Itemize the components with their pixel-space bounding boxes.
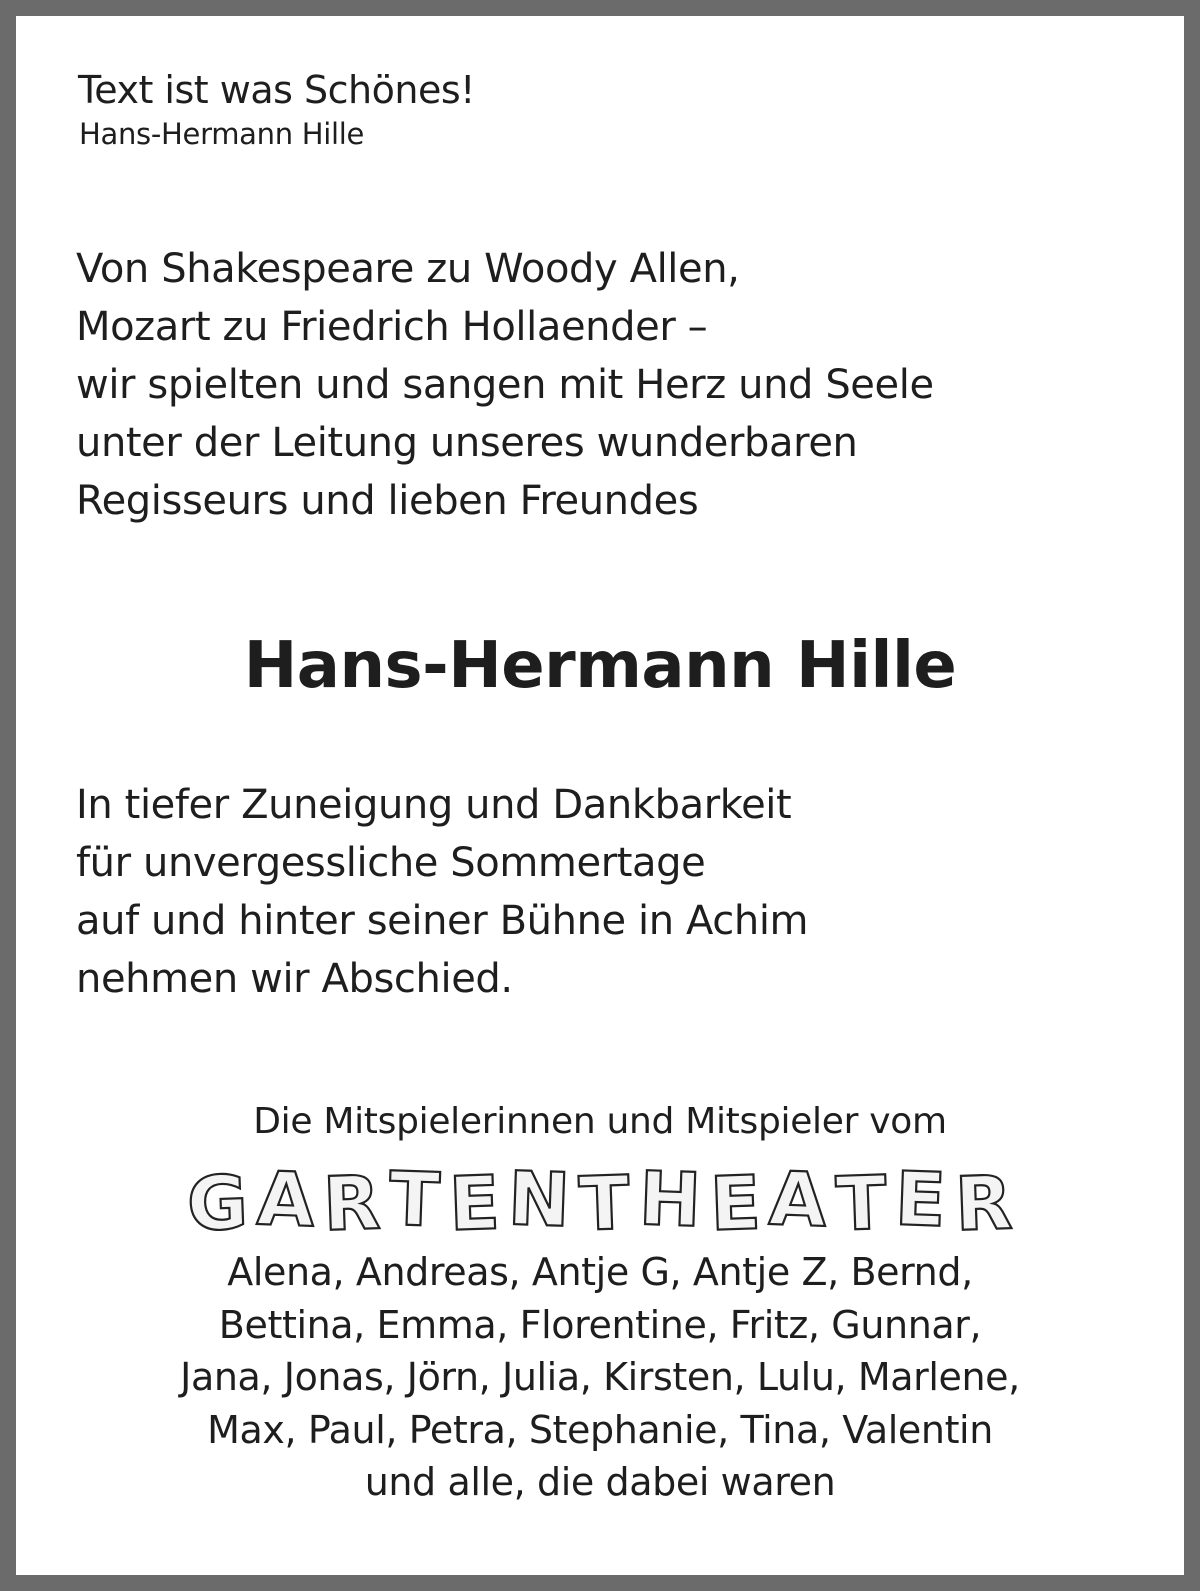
farewell-paragraph — [76, 776, 808, 1008]
intro-line: unter der Leitung unseres wunderbaren — [76, 420, 858, 466]
members-line: und alle, die dabei waren — [364, 1460, 836, 1504]
intro-paragraph — [76, 240, 934, 530]
farewell-line: für unvergessliche Sommertage — [76, 840, 706, 886]
logo-letter: T — [834, 1160, 888, 1248]
intro-line: Regisseurs und lieben Freundes — [76, 478, 699, 524]
logo-letter: R — [321, 1160, 382, 1248]
quote-text: Text ist was Schönes! — [78, 68, 475, 112]
logo-letter: H — [637, 1155, 703, 1245]
quote-author: Hans-Hermann Hille — [79, 117, 365, 151]
logo-letter: T — [387, 1156, 442, 1244]
logo-letter: T — [577, 1160, 632, 1248]
intro-line: Von Shakespeare zu Woody Allen, — [76, 246, 740, 292]
logo-letter: R — [953, 1160, 1014, 1248]
members-line: Max, Paul, Petra, Stephanie, Tina, Valentin — [207, 1407, 993, 1452]
logo-letter: N — [506, 1155, 572, 1245]
gartentheater-logo — [185, 1155, 1014, 1249]
farewell-line: In tiefer Zuneigung und Dankbarkeit — [76, 782, 792, 828]
logo-letter: E — [447, 1160, 501, 1248]
members-line: Jana, Jonas, Jörn, Julia, Kirsten, Lulu, Marlene, — [180, 1355, 1020, 1399]
intro-line: Mozart zu Friedrich Hollaender – — [76, 304, 708, 350]
logo-letter: G — [185, 1159, 250, 1249]
members-line: Bettina, Emma, Florentine, Fritz, Gunnar, — [218, 1302, 982, 1347]
intro-line: wir spielten und sangen mit Herz und Seele — [76, 362, 934, 408]
members-line: Alena, Andreas, Antje G, Antje Z, Bernd, — [227, 1250, 973, 1294]
farewell-line: auf und hinter seiner Bühne in Achim — [76, 898, 809, 944]
logo-letter: A — [255, 1156, 316, 1244]
deceased-name: Hans-Hermann Hille — [243, 629, 957, 703]
logo-letter: E — [893, 1156, 948, 1244]
logo-letter: A — [767, 1156, 829, 1244]
logo-letter: E — [708, 1160, 762, 1248]
members-list — [0, 1246, 1200, 1509]
signatory-text: Die Mitspielerinnen und Mitspieler vom — [253, 1101, 947, 1142]
farewell-line: nehmen wir Abschied. — [76, 956, 513, 1002]
